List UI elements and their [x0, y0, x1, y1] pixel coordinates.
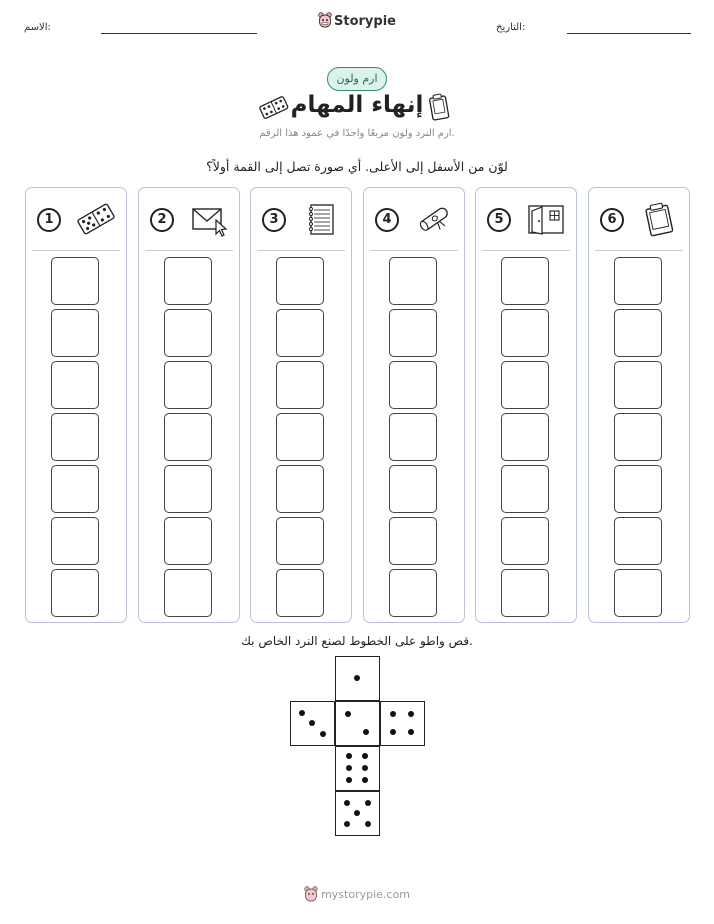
color-square[interactable]: [164, 309, 212, 357]
color-square[interactable]: [276, 569, 324, 617]
column-number: 2: [150, 208, 174, 232]
color-square[interactable]: [501, 361, 549, 409]
dice-pip: [345, 711, 351, 717]
dice-pip: [354, 810, 360, 816]
column-3: [250, 187, 352, 623]
color-square[interactable]: [389, 413, 437, 461]
clipboard-icon: [427, 92, 451, 122]
color-square[interactable]: [51, 413, 99, 461]
date-line[interactable]: [567, 33, 691, 34]
name-line[interactable]: [101, 33, 257, 34]
dice-pip: [408, 711, 414, 717]
dice-face-2: [335, 701, 380, 746]
dice-face-6: [335, 746, 380, 791]
column-divider: [370, 250, 458, 251]
scroll-icon: [414, 201, 454, 237]
column-divider: [145, 250, 233, 251]
dice-pip: [344, 800, 350, 806]
dice-pip: [365, 821, 371, 827]
date-label: التاريخ:: [496, 22, 526, 33]
color-square[interactable]: [389, 309, 437, 357]
column-number: 3: [262, 208, 286, 232]
column-header: [139, 188, 239, 250]
color-square[interactable]: [389, 257, 437, 305]
column-header: [476, 188, 576, 250]
color-square[interactable]: [51, 517, 99, 565]
color-square[interactable]: [614, 413, 662, 461]
color-square[interactable]: [164, 569, 212, 617]
color-square[interactable]: [389, 517, 437, 565]
dice-pip: [346, 765, 352, 771]
door-icon: [526, 201, 566, 237]
notepad-icon: [301, 201, 341, 237]
column-number: 5: [487, 208, 511, 232]
column-1: [25, 187, 127, 623]
dice-pip: [365, 800, 371, 806]
color-square[interactable]: [276, 413, 324, 461]
color-square[interactable]: [164, 361, 212, 409]
page-title: إنهاء المهام: [290, 92, 424, 118]
column-5: [475, 187, 577, 623]
activity-badge: ارم ولون: [327, 67, 387, 91]
column-divider: [32, 250, 120, 251]
cut-instruction: قص واطو على الخطوط لصنع النرد الخاص بك.: [241, 634, 473, 648]
color-square[interactable]: [51, 465, 99, 513]
dice-pip: [346, 753, 352, 759]
dice-pip: [362, 765, 368, 771]
brand-logo: [0, 12, 714, 32]
color-square[interactable]: [614, 309, 662, 357]
envelope-cursor-icon: [189, 201, 229, 237]
column-4: [363, 187, 465, 623]
column-divider: [482, 250, 570, 251]
color-square[interactable]: [501, 517, 549, 565]
color-square[interactable]: [614, 465, 662, 513]
column-6: [588, 187, 690, 623]
dice-pip: [346, 777, 352, 783]
dice-pip: [362, 777, 368, 783]
color-square[interactable]: [276, 257, 324, 305]
color-square[interactable]: [276, 361, 324, 409]
column-2: [138, 187, 240, 623]
color-square[interactable]: [276, 309, 324, 357]
color-square[interactable]: [164, 517, 212, 565]
dice-pip: [354, 675, 360, 681]
dice-pip: [320, 731, 326, 737]
color-square[interactable]: [51, 309, 99, 357]
column-header: [251, 188, 351, 250]
color-square[interactable]: [51, 257, 99, 305]
column-header: [364, 188, 464, 250]
dice-face-5: [335, 791, 380, 836]
dice-pip: [299, 710, 305, 716]
color-square[interactable]: [501, 257, 549, 305]
dice-face-1: [335, 656, 380, 701]
dice-pip: [344, 821, 350, 827]
subtitle: ارم النرد ولون مربعًا واحدًا في عمود هذا الرقم.: [259, 128, 455, 139]
dice-face-3: [290, 701, 335, 746]
color-square[interactable]: [614, 361, 662, 409]
dice-face-4: [380, 701, 425, 746]
column-number: 4: [375, 208, 399, 232]
color-square[interactable]: [389, 361, 437, 409]
brand-name: Storypie: [334, 14, 396, 29]
footer: [0, 886, 714, 905]
color-square[interactable]: [614, 569, 662, 617]
color-square[interactable]: [51, 361, 99, 409]
color-square[interactable]: [501, 413, 549, 461]
column-number: 1: [37, 208, 61, 232]
color-square[interactable]: [164, 413, 212, 461]
color-square[interactable]: [501, 465, 549, 513]
storypie-mascot-icon: [318, 12, 332, 32]
dice-pip: [309, 720, 315, 726]
domino-icon: [76, 201, 116, 237]
color-square[interactable]: [501, 309, 549, 357]
clipboard-icon: [639, 201, 679, 237]
name-label: الاسم:: [24, 22, 51, 33]
dice-pip: [362, 753, 368, 759]
footer-url[interactable]: mystorypie.com: [321, 888, 410, 901]
dice-pip: [390, 711, 396, 717]
color-square[interactable]: [164, 257, 212, 305]
column-divider: [257, 250, 345, 251]
column-divider: [595, 250, 683, 251]
column-header: [26, 188, 126, 250]
color-square[interactable]: [276, 517, 324, 565]
color-square[interactable]: [51, 569, 99, 617]
column-header: [589, 188, 689, 250]
dice-pip: [408, 729, 414, 735]
color-square[interactable]: [164, 465, 212, 513]
dice-pip: [363, 729, 369, 735]
color-square[interactable]: [614, 257, 662, 305]
color-square[interactable]: [389, 465, 437, 513]
color-square[interactable]: [501, 569, 549, 617]
instruction: لوّن من الأسفل إلى الأعلى. أي صورة تصل إلى القمة أولاً؟: [206, 159, 508, 174]
color-square[interactable]: [614, 517, 662, 565]
dice-pip: [390, 729, 396, 735]
color-square[interactable]: [389, 569, 437, 617]
color-square[interactable]: [276, 465, 324, 513]
column-number: 6: [600, 208, 624, 232]
storypie-mascot-icon: [304, 886, 318, 905]
